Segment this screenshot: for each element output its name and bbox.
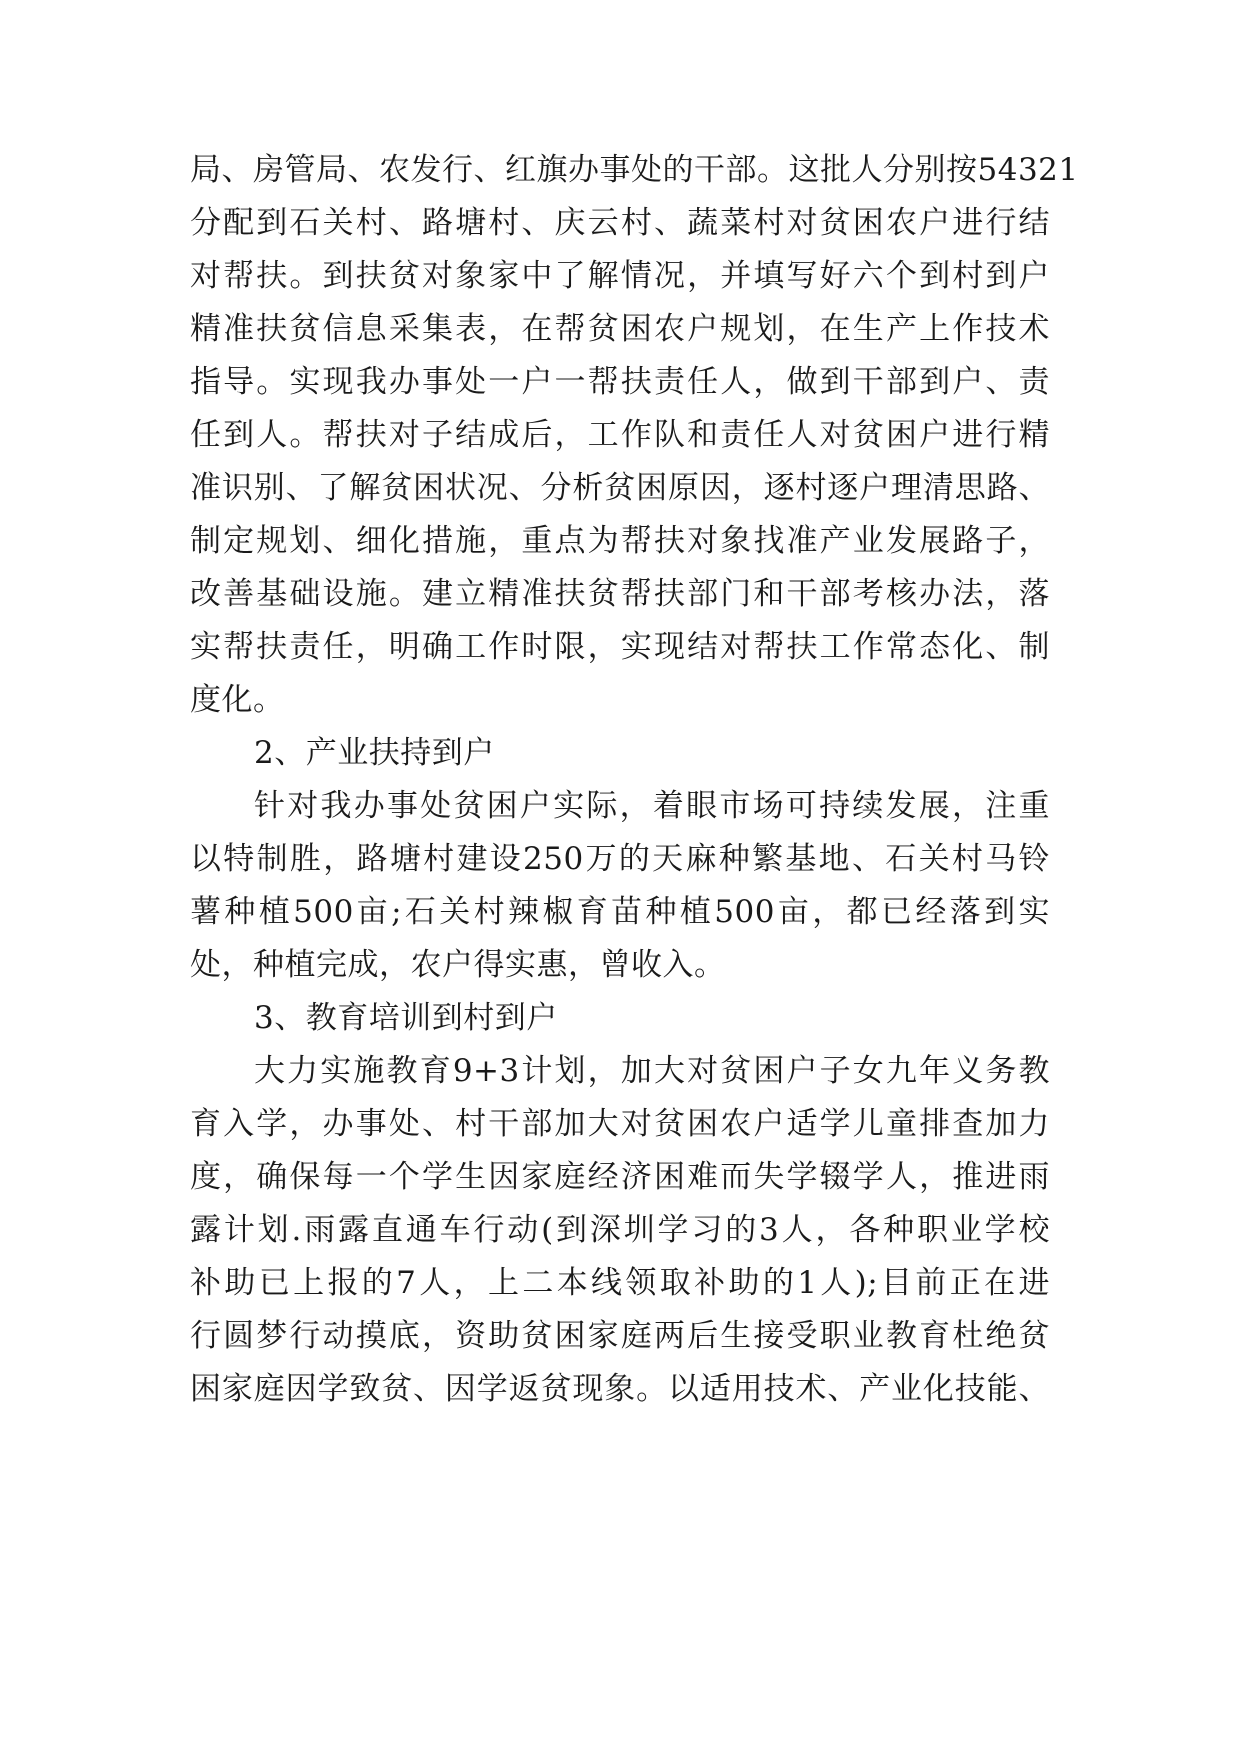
text-line: 指导。实现我办事处一户一帮扶责任人，做到干部到户、责 bbox=[190, 364, 1050, 400]
section-heading: 2、产业扶持到户 bbox=[254, 735, 495, 771]
text-line: 准识别、了解贫困状况、分析贫困原因，逐村逐户理清思路、 bbox=[190, 470, 1050, 506]
text-line: 分配到石关村、路塘村、庆云村、蔬菜村对贫困农户进行结 bbox=[190, 205, 1050, 241]
text-line: 制定规划、细化措施，重点为帮扶对象找准产业发展路子， bbox=[190, 523, 1050, 559]
text-line: 精准扶贫信息采集表，在帮贫困农户规划，在生产上作技术 bbox=[190, 311, 1050, 347]
text-line: 行圆梦行动摸底，资助贫困家庭两后生接受职业教育杜绝贫 bbox=[190, 1318, 1050, 1354]
section-heading: 3、教育培训到村到户 bbox=[254, 1000, 558, 1036]
text-line: 露计划.雨露直通车行动(到深圳学习的3人，各种职业学校 bbox=[190, 1212, 1050, 1248]
text-line: 针对我办事处贫困户实际，着眼市场可持续发展，注重 bbox=[254, 788, 1050, 824]
text-line: 度化。 bbox=[190, 682, 285, 718]
text-line: 补助已上报的7人，上二本线领取补助的1人);目前正在进 bbox=[190, 1265, 1050, 1301]
text-line: 薯种植500亩;石关村辣椒育苗种植500亩，都已经落到实 bbox=[190, 894, 1050, 930]
text-line: 改善基础设施。建立精准扶贫帮扶部门和干部考核办法，落 bbox=[190, 576, 1050, 612]
text-line: 处，种植完成，农户得实惠，曾收入。 bbox=[190, 947, 726, 983]
text-line: 困家庭因学致贫、因学返贫现象。以适用技术、产业化技能、 bbox=[190, 1371, 1050, 1407]
text-line: 育入学，办事处、村干部加大对贫困农户适学儿童排查加力 bbox=[190, 1106, 1050, 1142]
text-line: 局、房管局、农发行、红旗办事处的干部。这批人分别按54321 bbox=[190, 152, 1079, 188]
text-line: 大力实施教育9+3计划，加大对贫困户子女九年义务教 bbox=[254, 1053, 1050, 1089]
text-line: 对帮扶。到扶贫对象家中了解情况，并填写好六个到村到户 bbox=[190, 258, 1050, 294]
text-line: 以特制胜，路塘村建设250万的天麻种繁基地、石关村马铃 bbox=[190, 841, 1050, 877]
text-line: 度，确保每一个学生因家庭经济困难而失学辍学人，推进雨 bbox=[190, 1159, 1050, 1195]
text-line: 实帮扶责任，明确工作时限，实现结对帮扶工作常态化、制 bbox=[190, 629, 1050, 665]
text-line: 任到人。帮扶对子结成后，工作队和责任人对贫困户进行精 bbox=[190, 417, 1050, 453]
